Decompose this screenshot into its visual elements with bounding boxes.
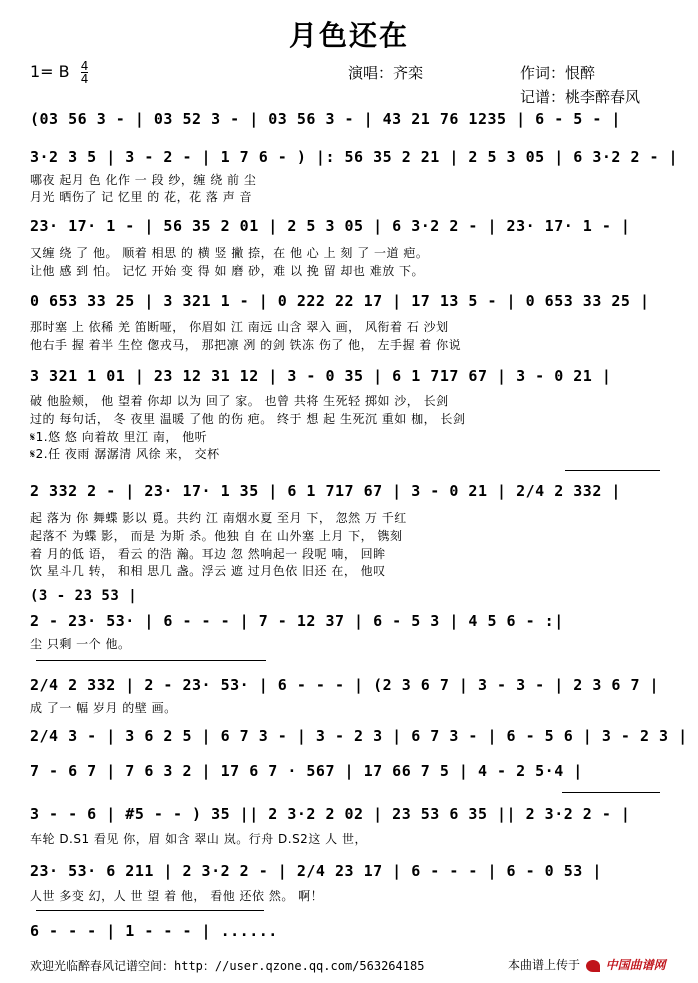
lyric-line: 人世 多变 幻，人 世 望 着 他， 看他 还依 然。 啊！	[30, 889, 324, 903]
score-line: 0 653 33 25 | 3 321 1 - | 0 222 22 17 | 17 13 5 - | 0 653 33 25 |	[30, 292, 650, 310]
lyric-line: 起 落为 你 舞蝶 影以 覓。共约 江 南烟水夏 至月 下， 忽然 万 千红	[30, 511, 407, 525]
lyricist-credit: 作词：恨醉	[520, 64, 596, 82]
time-signature	[81, 60, 89, 85]
lyric-line: 那时塞 上 依稀 羌 笛断哑， 你眉如 江 南远 山含 翠入 画， 风衔着 石 沙划	[30, 320, 449, 334]
upload-label: 本曲谱上传于	[508, 958, 581, 972]
volta-bracket	[565, 470, 660, 471]
lyric-line: 他右手 握 着半 生倥 偬戎马， 那把凛 冽 的剑 铁冻 伤了 他， 左手握 着 你说	[30, 338, 462, 352]
transcriber-credit: 记谱：桃李醉春风	[520, 88, 641, 106]
lyric-line: 月光 晒伤了 记 忆里 的 花，花 落 声 音	[30, 190, 253, 204]
lyric-line: 过的 每句话， 冬 夜里 温暖 了他 的伤 疤。 终于 想 起 生死沉 重如 枷， 长剑	[30, 412, 466, 426]
score-line: 3 - - 6 | #5 - - ) 35 || 2 3·2 2 02 | 23 53 6 35 || 2 3·2 2 - |	[30, 805, 631, 823]
time-bottom: 4	[80, 72, 89, 86]
lyric-line: 尘 只剩 一个 他。	[30, 637, 131, 651]
score-line: 7 - 6 7 | 7 6 3 2 | 17 6 7 · 567 | 17 66 7 5 | 4 - 2 5·4 |	[30, 762, 583, 780]
score-line-upper: (3 - 23 53 |	[30, 588, 138, 604]
score-line: 3 321 1 01 | 23 12 31 12 | 3 - 0 35 | 6 1 717 67 | 3 - 0 21 |	[30, 367, 612, 385]
lyric-line: 𝄋1.悠 悠 向着故 里江 南， 他听	[30, 430, 208, 444]
score-line: 2 - 23· 53· | 6 - - - | 7 - 12 37 | 6 - 5 3 | 4 5 6 - :|	[30, 612, 564, 630]
score-line: 2/4 2 332 | 2 - 23· 53· | 6 - - - | (2 3 6 7 | 3 - 3 - | 2 3 6 7 |	[30, 676, 660, 694]
lyric-line: 又缠 绕 了 他。 顺着 相思 的 横 竖 撇 捺，在 他 心 上 刻 了 一道 疤。	[30, 246, 429, 260]
score-line: 6 - - - | 1 - - - | ......	[30, 922, 278, 940]
singer-credit: 演唱：齐栾	[348, 64, 424, 82]
lyric-line: 哪夜 起月 色 化作 一 段 纱，缠 绕 前 尘	[30, 173, 257, 187]
key-label: 1= B	[30, 62, 70, 81]
score-line: 3·2 3 5 | 3 - 2 - | 1 7 6 - ) |: 56 35 2 21 | 2 5 3 05 | 6 3·2 2 - |	[30, 148, 679, 166]
lyric-line: 着 月的低 语， 看云 的浩 瀚。耳边 忽 然响起一 段呢 喃， 回眸	[30, 547, 386, 561]
volta-bracket	[36, 660, 266, 661]
lyric-line: 车轮 D.S1 看见 你，眉 如含 翠山 岚。行舟 D.S2这 人 世，	[30, 832, 367, 846]
score-line: 2/4 3 - | 3 6 2 5 | 6 7 3 - | 3 - 2 3 | 6 7 3 - | 6 - 5 6 | 3 - 2 3 |	[30, 727, 688, 745]
site-logo-icon	[586, 960, 600, 972]
score-line: 2 332 2 - | 23· 17· 1 35 | 6 1 717 67 | 3 - 0 21 | 2/4 2 332 |	[30, 482, 621, 500]
score-line: 23· 53· 6 211 | 2 3·2 2 - | 2/4 23 17 | 6 - - - | 6 - 0 53 |	[30, 862, 602, 880]
site-brand[interactable]: 中国曲谱网	[605, 958, 666, 972]
lyric-line: 𝄋2.任 夜雨 潺潺清 风徐 来， 交杯	[30, 447, 220, 461]
lyric-line: 破 他脸颊， 他 望着 你却 以为 回了 家。 也曾 共将 生死轻 掷如 沙， 长剑	[30, 394, 449, 408]
lyric-line: 让他 感 到 怕。 记忆 开始 变 得 如 磨 砂，难 以 挽 留 却也 难放 下。	[30, 264, 425, 278]
score-line: (03 56 3 - | 03 52 3 - | 03 56 3 - | 43 21 76 1235 | 6 - 5 - |	[30, 110, 621, 128]
lyric-line: 起落不 为蝶 影， 而是 为斯 杀。他独 自 在 山外塞 上月 下， 镌刻	[30, 529, 403, 543]
key-signature	[30, 60, 88, 85]
time-top: 4	[80, 59, 89, 73]
lyric-line: 成 了一 幅 岁月 的壁 画。	[30, 701, 177, 715]
song-title: 月色还在	[288, 19, 409, 52]
volta-bracket	[36, 910, 264, 911]
footer-website[interactable]: 欢迎光临醉春风记谱空间：http：//user.qzone.qq.com/563264185	[30, 959, 425, 973]
volta-bracket	[562, 792, 660, 793]
footer-upload	[508, 956, 666, 973]
lyric-line: 饮 星斗几 转， 和相 思几 盏。浮云 遮 过月色依 旧还 在， 他叹	[30, 564, 386, 578]
score-line: 23· 17· 1 - | 56 35 2 01 | 2 5 3 05 | 6 3·2 2 - | 23· 17· 1 - |	[30, 217, 631, 235]
